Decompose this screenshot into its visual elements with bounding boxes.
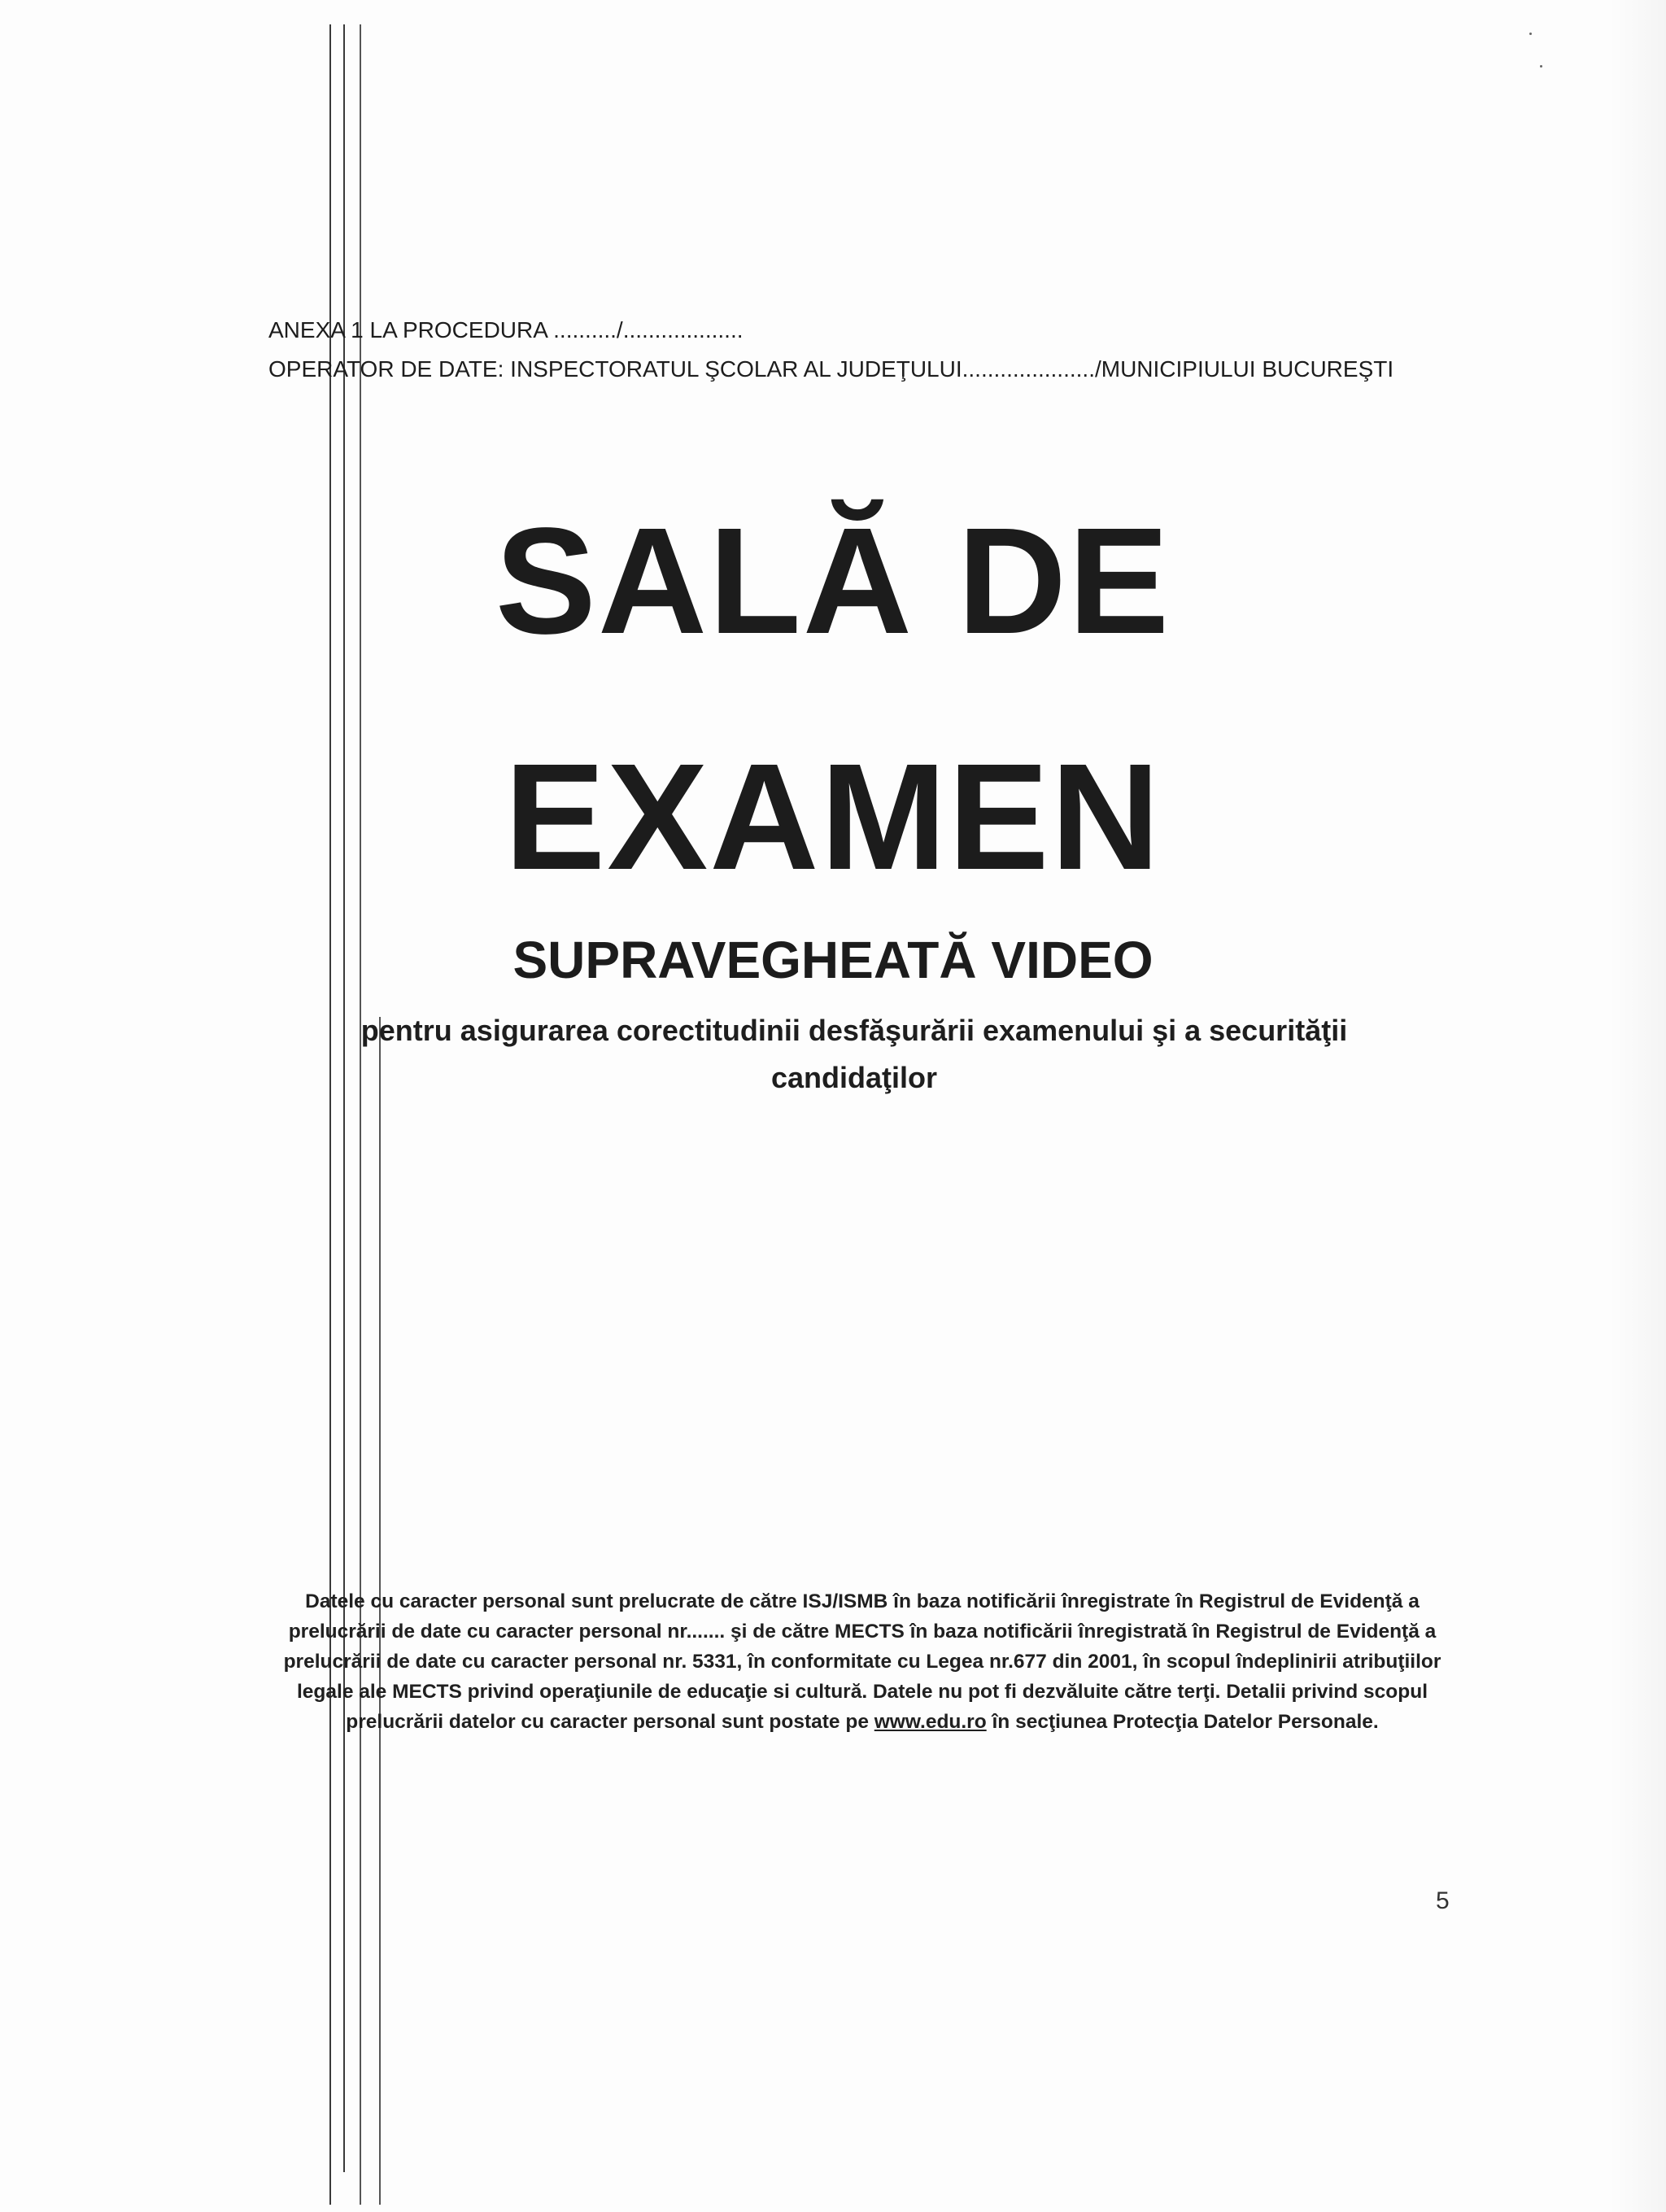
purpose-statement: pentru asigurarea corectitudinii desfăşurării examenului şi a securităţii candidaţilor xyxy=(360,1014,1348,1094)
annex-line: ANEXA 1 LA PROCEDURA ........../................... xyxy=(268,317,744,342)
scan-speck xyxy=(1540,65,1542,68)
document-header xyxy=(268,311,1448,389)
edu-website-link[interactable]: www.edu.ro xyxy=(874,1711,987,1733)
notice-text-end: în secţiunea Protecţia Datelor Personale. xyxy=(986,1711,1379,1733)
title-line-2: EXAMEN xyxy=(504,733,1162,901)
title-line-1: SALĂ DE xyxy=(495,497,1171,665)
data-operator-line: OPERATOR DE DATE: INSPECTORATUL ŞCOLAR AL JUDEŢULUI...................../MUNICIPIULUI BUCUREŞTI xyxy=(268,356,1394,382)
scan-edge-shadow xyxy=(1609,0,1666,2212)
notice-text: Datele cu caracter personal sunt prelucrate de către ISJ/ISMB în baza notificării înregistrate în Registrul de Evidenţă a prelucrării de date cu caracter personal nr....... şi de către MECTS în baza notificării înregistrată în Registrul de Evidenţă a prelucrării de date cu caracter personal nr. 5331, în conformitate cu Legea nr.677 din 2001, în scopul îndeplinirii atribuţiilor legale ale MECTS privind operaţiunile de educaţie si cultură. Datele nu pot fi dezvăluite către terţi. Detalii privind scopul prelucrării datelor cu caracter personal sunt postate pe xyxy=(283,1590,1441,1733)
subtitle: SUPRAVEGHEATĂ VIDEO xyxy=(512,931,1154,989)
page-number: 5 xyxy=(1436,1887,1450,1914)
scan-speck xyxy=(1529,33,1532,35)
data-protection-notice xyxy=(268,1586,1456,1737)
